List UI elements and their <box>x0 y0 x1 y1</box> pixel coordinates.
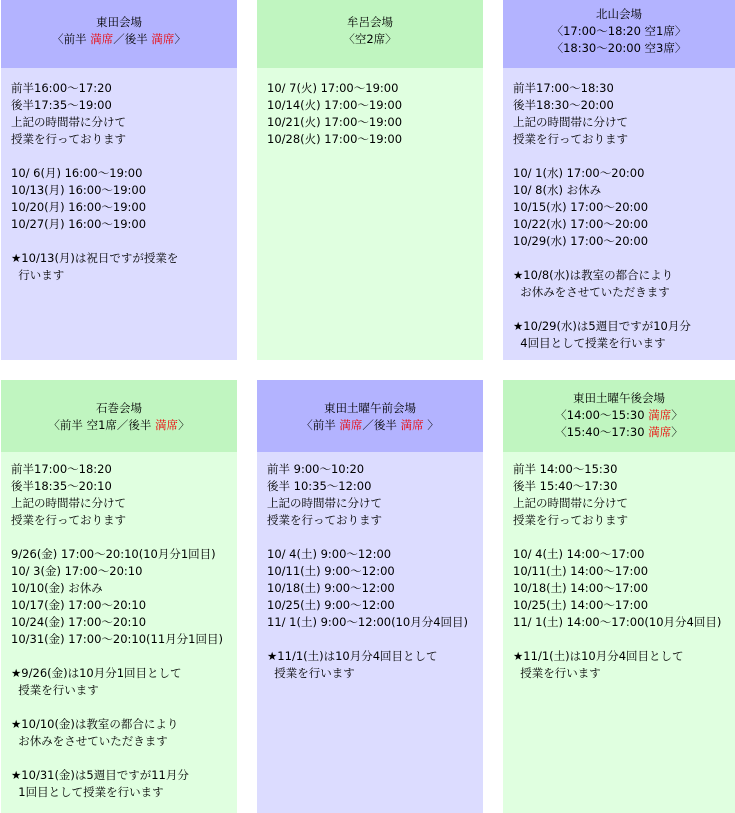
full-badge: 満席 <box>400 418 424 432</box>
schedule-line: 1回目として授業を行います <box>11 785 164 799</box>
schedule-line: ★10/8(水)は教室の都合により <box>513 268 674 282</box>
schedule-line: 前半16:00～17:20 <box>11 81 112 95</box>
schedule-line: 10/21(火) 17:00～19:00 <box>267 115 403 129</box>
seat-status <box>503 40 735 57</box>
schedule-line <box>513 148 731 165</box>
venue-card-ishimaki <box>1 380 237 813</box>
schedule-line: お休みをさせていただきます <box>513 285 670 299</box>
schedule-line: 行います <box>11 268 65 282</box>
full-badge: 満席 <box>151 32 175 46</box>
schedule-line: 10/22(水) 17:00～20:00 <box>513 217 649 231</box>
schedule-text <box>513 80 731 352</box>
schedule-line: 授業を行っております <box>11 132 126 146</box>
schedule-line: 10/ 4(土) 14:00～17:00 <box>513 547 645 561</box>
venue-card-muro <box>257 0 483 360</box>
seat-text: 〈17:00～18:20 空1席〉 <box>551 24 687 38</box>
seat-text: 〉 <box>174 32 186 46</box>
schedule-line: 11/ 1(土) 9:00～12:00(10月分4回目) <box>267 615 468 629</box>
seat-status <box>257 31 483 48</box>
venue-title: 北山会場 <box>596 7 642 21</box>
schedule-line: 後半17:35～19:00 <box>11 98 112 112</box>
schedule-line: 10/11(土) 14:00～17:00 <box>513 564 649 578</box>
seat-status <box>1 31 237 48</box>
schedule-text <box>513 461 731 682</box>
schedule-line: 上記の時間帯に分けて <box>11 115 126 129</box>
schedule-line <box>11 148 233 165</box>
venue-header <box>1 0 237 68</box>
seat-text: 〈空2席〉 <box>343 32 397 46</box>
full-badge: 満席 <box>339 418 363 432</box>
schedule-text <box>11 80 233 284</box>
schedule-line: 10/25(土) 9:00～12:00 <box>267 598 395 612</box>
schedule-line: ★10/29(水)は5週目ですが10月分 <box>513 319 691 333</box>
schedule-line: ★10/31(金)は5週目ですが11月分 <box>11 768 189 782</box>
schedule-line: 10/ 4(土) 9:00～12:00 <box>267 547 392 561</box>
schedule-line: 上記の時間帯に分けて <box>11 496 126 510</box>
schedule-text <box>11 461 233 801</box>
venue-title: 東田土曜午後会場 <box>573 391 665 405</box>
full-badge: 満席 <box>648 425 672 439</box>
schedule-line: 上記の時間帯に分けて <box>513 496 628 510</box>
schedule-line <box>11 648 233 665</box>
schedule-line: 授業を行います <box>267 666 355 680</box>
schedule-line: 授業を行っております <box>513 513 628 527</box>
schedule-line: 授業を行っております <box>11 513 126 527</box>
venue-title: 石巻会場 <box>96 401 142 415</box>
schedule-line <box>267 631 479 648</box>
seat-text: 〉 <box>178 418 190 432</box>
schedule-line: 後半18:35～20:10 <box>11 479 112 493</box>
venue-card-kitayama <box>503 0 735 360</box>
schedule-line: 上記の時間帯に分けて <box>513 115 628 129</box>
schedule-line <box>513 631 731 648</box>
schedule-line: 10/14(火) 17:00～19:00 <box>267 98 403 112</box>
seat-text: 〈14:00～15:30 <box>555 408 649 422</box>
schedule-line: 4回目として授業を行います <box>513 336 666 350</box>
schedule-line: 10/ 3(金) 17:00～20:10 <box>11 564 143 578</box>
venue-header <box>503 0 735 68</box>
seat-text: 〈前半 <box>52 32 91 46</box>
schedule-line: 10/10(金) お休み <box>11 581 103 595</box>
schedule-line: 10/27(月) 16:00～19:00 <box>11 217 147 231</box>
venue-header <box>257 0 483 68</box>
seat-text: 〈18:30～20:00 空3席〉 <box>551 41 687 55</box>
venue-title: 牟呂会場 <box>347 15 393 29</box>
schedule-line: 9/26(金) 17:00～20:10(10月分1回目) <box>11 547 216 561</box>
schedule-line: 前半17:00～18:30 <box>513 81 614 95</box>
venue-card-higashida-sat-am <box>257 380 483 813</box>
schedule-line: 11/ 1(土) 14:00～17:00(10月分4回目) <box>513 615 722 629</box>
schedule-line: 10/15(水) 17:00～20:00 <box>513 200 649 214</box>
seat-status <box>503 407 735 424</box>
schedule-line: 上記の時間帯に分けて <box>267 496 382 510</box>
seat-text: 〉 <box>423 418 439 432</box>
venue-header <box>257 380 483 452</box>
schedule-line: 授業を行っております <box>267 513 382 527</box>
schedule-line: ★11/1(土)は10月分4回目として <box>267 649 438 663</box>
schedule-text <box>267 461 479 682</box>
schedule-line: 10/29(水) 17:00～20:00 <box>513 234 649 248</box>
schedule-line: 10/ 8(水) お休み <box>513 183 602 197</box>
schedule-line <box>513 529 731 546</box>
seat-status <box>503 23 735 40</box>
schedule-line <box>513 250 731 267</box>
schedule-text <box>267 80 479 148</box>
venue-card-higashida-sat-pm <box>503 380 735 813</box>
schedule-line: 前半 9:00～10:20 <box>267 462 365 476</box>
seat-text: 〈前半 <box>301 418 340 432</box>
schedule-line: 前半 14:00～15:30 <box>513 462 618 476</box>
schedule-line: 10/13(月) 16:00～19:00 <box>11 183 147 197</box>
schedule-line <box>11 233 233 250</box>
full-badge: 満席 <box>155 418 179 432</box>
schedule-line: 10/25(土) 14:00～17:00 <box>513 598 649 612</box>
seat-status <box>257 417 483 434</box>
seat-text: ／後半 <box>362 418 401 432</box>
schedule-line: 後半18:30～20:00 <box>513 98 614 112</box>
schedule-line: 10/20(月) 16:00～19:00 <box>11 200 147 214</box>
schedule-line: 10/ 6(月) 16:00～19:00 <box>11 166 143 180</box>
seat-status <box>1 417 237 434</box>
venue-card-higashida <box>1 0 237 360</box>
schedule-line: 前半17:00～18:20 <box>11 462 112 476</box>
schedule-line: ★11/1(土)は10月分4回目として <box>513 649 684 663</box>
schedule-line: 授業を行います <box>513 666 601 680</box>
schedule-line <box>513 301 731 318</box>
schedule-line: 10/18(土) 9:00～12:00 <box>267 581 395 595</box>
schedule-line: 10/24(金) 17:00～20:10 <box>11 615 147 629</box>
venue-header <box>1 380 237 452</box>
schedule-line: 10/ 7(火) 17:00～19:00 <box>267 81 399 95</box>
schedule-line <box>11 750 233 767</box>
schedule-line: 10/28(火) 17:00～19:00 <box>267 132 403 146</box>
full-badge: 満席 <box>648 408 672 422</box>
seat-text: ／後半 <box>113 32 152 46</box>
schedule-line: 10/11(土) 9:00～12:00 <box>267 564 395 578</box>
schedule-line <box>267 529 479 546</box>
seat-text: 〉 <box>671 408 683 422</box>
schedule-line: 10/18(土) 14:00～17:00 <box>513 581 649 595</box>
schedule-line: 授業を行っております <box>513 132 628 146</box>
seat-text: 〈前半 空1席／後半 <box>48 418 156 432</box>
venue-header <box>503 380 735 452</box>
schedule-line: 後半 10:35～12:00 <box>267 479 372 493</box>
seat-status <box>503 424 735 441</box>
venue-title: 東田会場 <box>96 15 142 29</box>
schedule-line <box>11 529 233 546</box>
schedule-line: お休みをさせていただきます <box>11 734 168 748</box>
schedule-line: 10/ 1(水) 17:00～20:00 <box>513 166 645 180</box>
full-badge: 満席 <box>90 32 114 46</box>
venue-title: 東田土曜午前会場 <box>324 401 416 415</box>
schedule-line: 後半 15:40～17:30 <box>513 479 618 493</box>
schedule-line: 10/17(金) 17:00～20:10 <box>11 598 147 612</box>
schedule-line: ★10/10(金)は教室の都合により <box>11 717 179 731</box>
schedule-line: ★10/13(月)は祝日ですが授業を <box>11 251 179 265</box>
schedule-line: ★9/26(金)は10月分1回目として <box>11 666 182 680</box>
schedule-line: 10/31(金) 17:00～20:10(11月分1回目) <box>11 632 223 646</box>
schedule-line <box>11 699 233 716</box>
seat-text: 〉 <box>671 425 683 439</box>
schedule-line: 授業を行います <box>11 683 99 697</box>
seat-text: 〈15:40～17:30 <box>555 425 649 439</box>
